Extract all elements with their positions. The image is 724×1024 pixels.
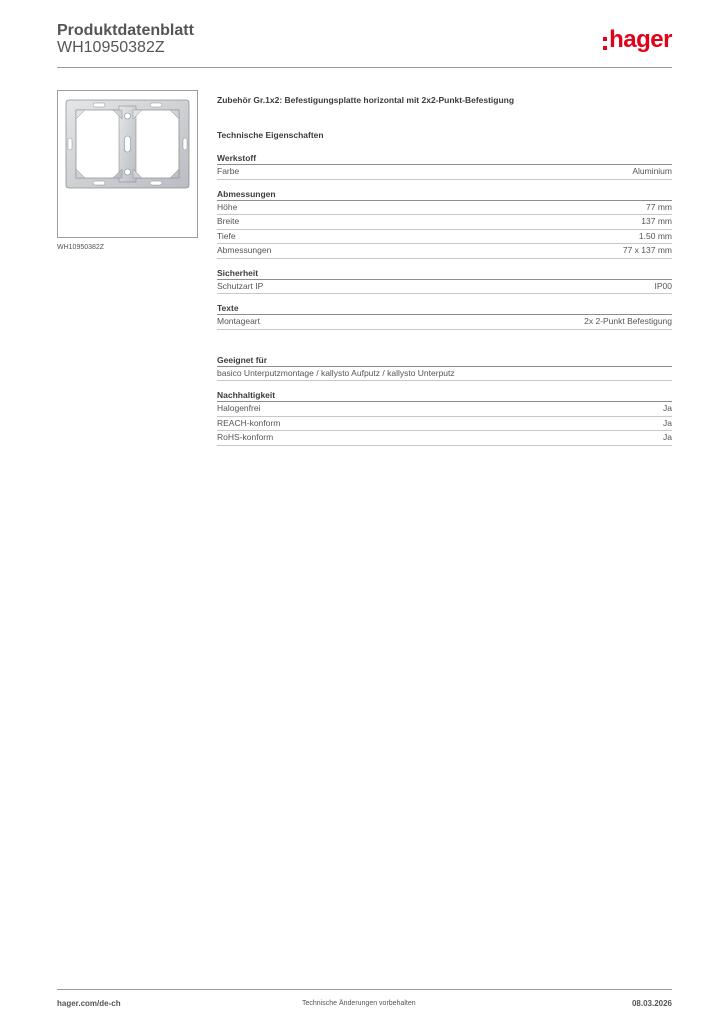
spec-row [217,201,672,216]
section-title-material: Werkstoff [217,152,672,165]
spec-row [217,417,672,432]
product-description: Zubehör Gr.1x2: Befestigungsplatte horizontal mit 2x2-Punkt-Befestigung [217,95,515,105]
technical-properties-heading: Technische Eigenschaften [217,130,324,140]
page-header [57,20,672,68]
hager-logo [603,26,672,54]
section-title-safety: Sicherheit [217,267,672,280]
spec-value: 137 mm [641,216,672,226]
spec-value: 1.50 mm [638,230,672,241]
spec-label: Schutzart IP [217,280,264,291]
spec-value: 77 x 137 mm [622,245,672,255]
footer-notice: Technische Änderungen vorbehalten [302,1000,416,1007]
spec-value: Ja [663,432,672,442]
spec-value: 77 mm [646,201,672,212]
section-title-texts: Texte [217,302,672,315]
footer-website-link[interactable]: hager.com/de-ch [57,999,121,1008]
spec-label: RoHS-konform [217,432,274,442]
spec-row [217,402,672,417]
specifications [217,95,672,446]
logo-dots-icon [603,37,607,50]
document-title: Produktdatenblatt [57,22,194,39]
spec-row [217,215,672,230]
spec-row [217,244,672,259]
spec-label: Halogenfrei [217,403,261,413]
spec-row [217,315,672,330]
spec-value: Ja [663,417,672,428]
spec-label: Tiefe [217,230,236,241]
mounting-plate-image [63,96,192,192]
spec-label: Breite [217,216,240,226]
product-code: WH10950382Z [57,39,165,56]
spec-value: Aluminium [632,166,672,176]
image-caption: WH10950382Z [57,244,105,251]
section-title-dimensions: Abmessungen [217,188,672,201]
spec-label: Montageart [217,316,260,326]
spec-label: Farbe [217,166,240,176]
spec-row [217,431,672,446]
footer-date: 08.03.2026 [631,999,672,1008]
section-title-sustainability: Nachhaltigkeit [217,389,672,402]
spec-label: REACH-konform [217,417,281,428]
product-image-frame [57,90,198,238]
page-footer [57,989,672,1014]
spec-value: Ja [663,403,672,413]
spec-row [217,165,672,180]
spec-value: IP00 [654,280,672,291]
spec-value: 2x 2-Punkt Befestigung [584,316,672,326]
logo-text: hager [609,26,672,53]
spec-row [217,280,672,295]
suitable-for-text: basico Unterputzmontage / kallysto Aufputz / kallysto Unterputz [217,367,672,382]
spec-label: Abmessungen [217,245,272,255]
spec-row [217,230,672,245]
section-title-suitable-for: Geeignet für [217,354,672,367]
spec-label: Höhe [217,201,238,212]
